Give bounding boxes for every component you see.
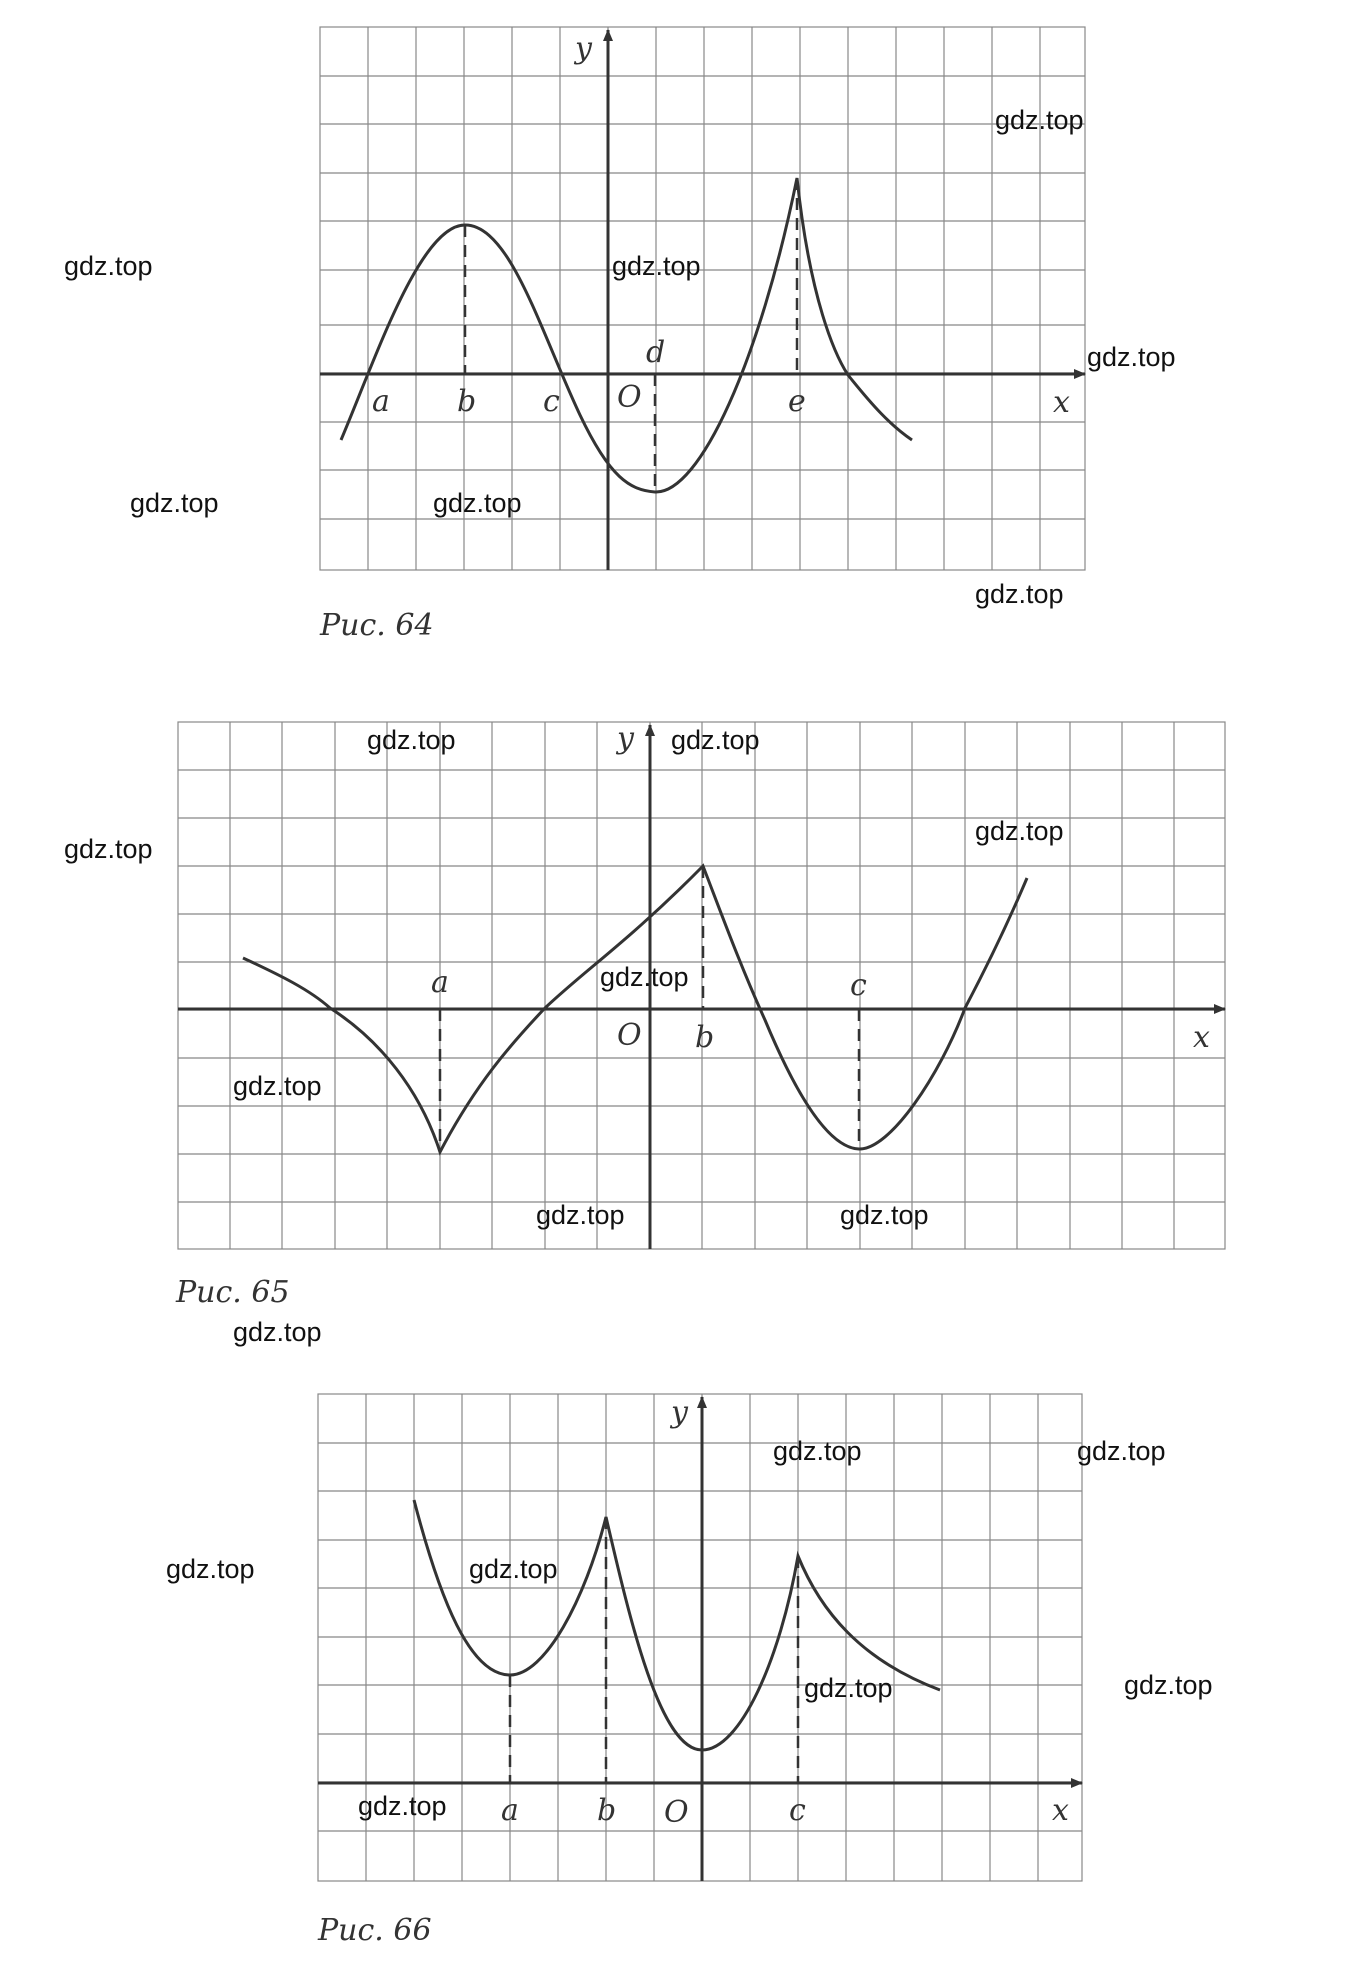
watermark: gdz.top: [536, 1200, 625, 1230]
watermark: gdz.top: [367, 725, 456, 755]
x-axis-label-65: x: [1193, 1020, 1210, 1055]
point-label-a-66: a: [501, 1793, 519, 1828]
grid-65: [178, 722, 1225, 1249]
point-label-a-64: a: [372, 384, 390, 419]
dashed-lines-64: [465, 178, 797, 492]
watermark: gdz.top: [433, 488, 522, 518]
y-axis-label-65: y: [617, 721, 634, 756]
origin-label-66: O: [664, 1795, 689, 1830]
point-label-c-65: c: [850, 968, 867, 1003]
watermark: gdz.top: [975, 816, 1064, 846]
origin-label-64: O: [617, 380, 642, 415]
watermark: gdz.top: [1077, 1436, 1166, 1466]
watermark: gdz.top: [1124, 1670, 1213, 1700]
origin-label-65: O: [617, 1018, 642, 1053]
watermark: gdz.top: [233, 1317, 322, 1347]
y-axis-label-64: y: [575, 31, 592, 66]
y-axis-label-66: y: [671, 1395, 688, 1430]
watermark: gdz.top: [64, 834, 153, 864]
watermark: gdz.top: [804, 1673, 893, 1703]
watermark: gdz.top: [840, 1200, 929, 1230]
point-label-c-66: c: [789, 1793, 806, 1828]
watermark: gdz.top: [469, 1554, 558, 1584]
figure-66: [317, 1394, 1082, 1948]
watermark: gdz.top: [358, 1791, 447, 1821]
watermark: gdz.top: [166, 1554, 255, 1584]
figure-65: [175, 721, 1225, 1310]
caption-64: Рис. 64: [320, 608, 434, 643]
watermark: gdz.top: [1087, 342, 1176, 372]
watermark: gdz.top: [773, 1436, 862, 1466]
function-curve-66: [414, 1500, 940, 1750]
watermark: gdz.top: [612, 251, 701, 281]
point-label-d-64: d: [646, 335, 666, 370]
point-label-a-65: a: [431, 965, 449, 1000]
caption-66: Рис. 66: [318, 1913, 432, 1948]
watermark: gdz.top: [130, 488, 219, 518]
x-axis-label-66: x: [1052, 1793, 1069, 1828]
point-label-c-64: c: [543, 384, 560, 419]
function-curve-64: [341, 178, 912, 492]
point-label-e-64: e: [788, 384, 806, 419]
point-label-b-66: b: [597, 1793, 617, 1828]
watermark: gdz.top: [995, 105, 1084, 135]
point-label-b-64: b: [457, 384, 477, 419]
watermark: gdz.top: [64, 251, 153, 281]
watermark: gdz.top: [233, 1071, 322, 1101]
caption-65: Рис. 65: [176, 1275, 290, 1310]
watermark: gdz.top: [600, 962, 689, 992]
point-label-b-65: b: [695, 1020, 715, 1055]
watermark: gdz.top: [671, 725, 760, 755]
figure-64: [319, 27, 1085, 643]
watermark: gdz.top: [975, 579, 1064, 609]
x-axis-label-64: x: [1053, 385, 1070, 420]
